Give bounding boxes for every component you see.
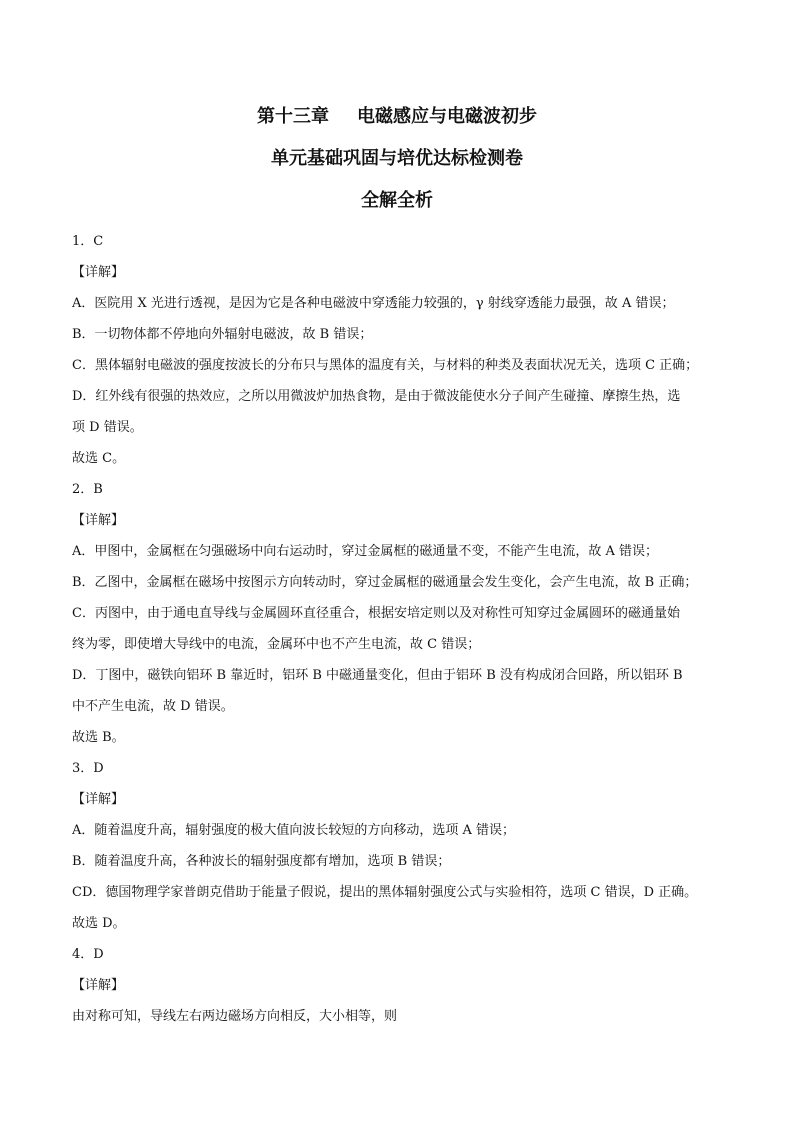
explanation-line: 项 D 错误。 (72, 420, 143, 435)
explanation-line: 由对称可知，导线左右两边磁场方向相反，大小相等，则 (72, 1009, 398, 1024)
explanation-line: A．随着温度升高，辐射强度的极大值向波长较短的方向移动，选项 A 错误； (72, 823, 516, 838)
explanation-line: A．医院用 X 光进行透视，是因为它是各种电磁波中穿透能力较强的，γ 射线穿透能力最强，故 A 错误； (72, 296, 675, 311)
explanation-line: C．黑体辐射电磁波的强度按波长的分布只与黑体的温度有关，与材料的种类及表面状况无关，选项 C 正确； (72, 358, 699, 373)
detail-tag: 【详解】 (72, 265, 125, 280)
section-heading: 全解全析 (361, 190, 433, 211)
explanation-line: C．丙图中，由于通电直导线与金属圆环直径重合，根据安培定则以及对称性可知穿过金属圆环的磁通量始 (72, 606, 680, 621)
conclusion-line: 故选 B。 (72, 730, 125, 745)
detail-tag: 【详解】 (72, 792, 125, 807)
detail-tag: 【详解】 (72, 513, 125, 528)
answer-block-4 (72, 939, 728, 1032)
explanation-line: 中不产生电流，故 D 错误。 (72, 699, 234, 714)
answer-number: 1．C (72, 234, 104, 249)
conclusion-line: 故选 D。 (72, 916, 126, 931)
answer-block-1 (72, 226, 728, 474)
explanation-line: B．一切物体都不停地向外辐射电磁波，故 B 错误； (72, 327, 373, 342)
answer-block-3 (72, 753, 728, 939)
explanation-line: 终为零，即使增大导线中的电流，金属环中也不产生电流，故 C 错误； (72, 637, 481, 652)
answer-number: 2．B (72, 482, 103, 497)
chapter-title (0, 106, 794, 128)
detail-tag: 【详解】 (72, 978, 125, 993)
document-subtitle: 单元基础巩固与培优达标检测卷 (271, 148, 523, 169)
answer-number: 4．D (72, 947, 104, 962)
explanation-line: D．丁图中，磁铁向铝环 B 靠近时，铝环 B 中磁通量变化，但由于铝环 B 没有构成闭合回路，所以铝环 B (72, 668, 683, 683)
chapter-number: 第十三章 (257, 106, 329, 127)
answer-body (72, 226, 728, 1032)
answer-number: 3．D (72, 761, 104, 776)
explanation-line: D．红外线有很强的热效应，之所以用微波炉加热食物，是由于微波能使水分子间产生碰撞、摩擦生热，选 (72, 389, 681, 404)
explanation-line: B．随着温度升高，各种波长的辐射强度都有增加，选项 B 错误； (72, 854, 451, 869)
answer-block-2 (72, 474, 728, 753)
explanation-line: B．乙图中，金属框在磁场中按图示方向转动时，穿过金属框的磁通量会发生变化，会产生电流，故 B 正确； (72, 575, 698, 590)
explanation-line: A．甲图中，金属框在匀强磁场中向右运动时，穿过金属框的磁通量不变，不能产生电流，故 A 错误； (72, 544, 659, 559)
explanation-line: CD．德国物理学家普朗克借助于能量子假说，提出的黑体辐射强度公式与实验相符，选项 C 错误，D 正确。 (72, 885, 698, 900)
chapter-topic: 电磁感应与电磁波初步 (357, 106, 537, 127)
conclusion-line: 故选 C。 (72, 451, 126, 466)
